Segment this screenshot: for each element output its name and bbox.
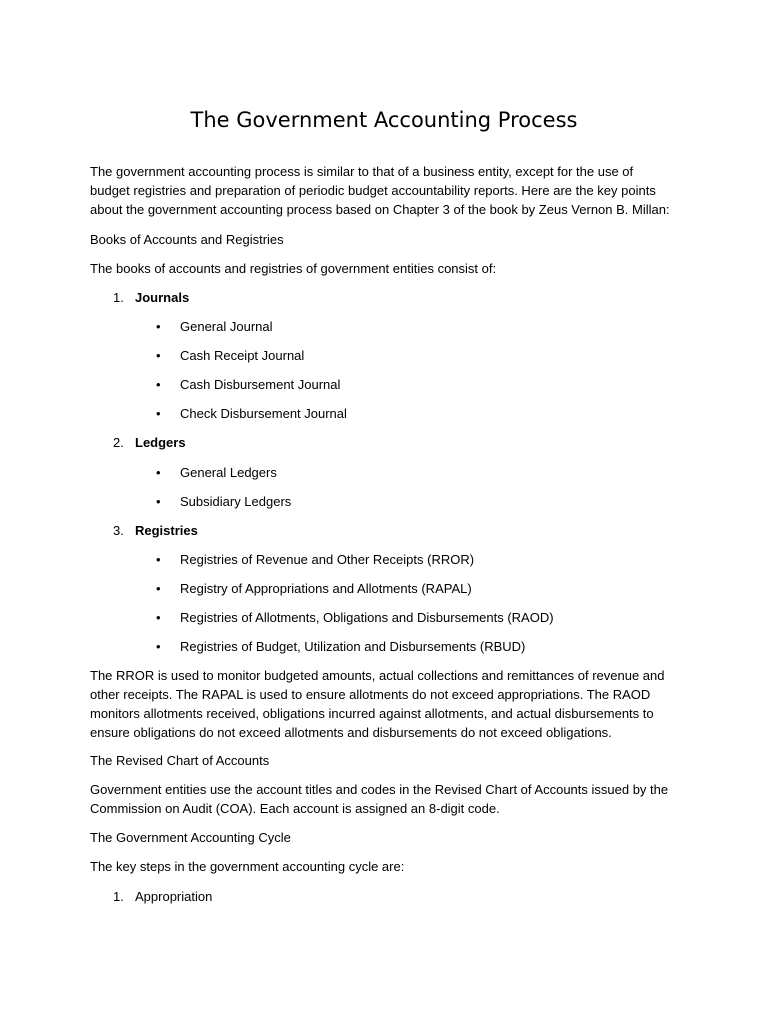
bullet-item: • Registry of Appropriations and Allotments (RAPAL) [156, 581, 472, 596]
registries-paragraph: The RROR is used to monitor budgeted amounts, actual collections and remittances of revenue and other receipts. The RAPAL is used to ensure allotments do not exceed appropriations. The RAOD monitors allotments received, obligations incurred against allotments, and actual disbursements to ensure obligations do not exceed allotments and disbursements do not exceed obligations. [90, 668, 665, 740]
list-item-journals [113, 288, 673, 307]
bullet-item: • Check Disbursement Journal [156, 406, 347, 421]
section-heading-books: Books of Accounts and Registries [90, 232, 284, 247]
bullet-item: • Subsidiary Ledgers [156, 494, 292, 509]
bullet-icon: • [156, 494, 161, 509]
list-number: 1. [113, 290, 124, 305]
list-number: 1. [113, 889, 124, 904]
list-item-label: Registries [135, 523, 198, 538]
bullet-icon: • [156, 406, 161, 421]
bullet-icon: • [156, 552, 161, 567]
bullet-item: • Registries of Budget, Utilization and Disbursements (RBUD) [156, 639, 526, 654]
bullet-icon: • [156, 639, 161, 654]
document-title: The Government Accounting Process [190, 108, 578, 132]
bullet-icon: • [156, 319, 161, 334]
bullet-icon: • [156, 465, 161, 480]
list-item-label: Appropriation [135, 889, 213, 904]
list-item-registries [113, 521, 673, 540]
list-number: 2. [113, 435, 124, 450]
bullet-item: • Cash Receipt Journal [156, 348, 305, 363]
bullet-icon: • [156, 377, 161, 392]
bullet-icon: • [156, 348, 161, 363]
chart-of-accounts-paragraph: Government entities use the account titles and codes in the Revised Chart of Accounts issued by the Commission on Audit (COA). Each account is assigned an 8-digit code. [90, 782, 669, 816]
list-item-label: Ledgers [135, 435, 186, 450]
list-item-appropriation [113, 887, 673, 906]
bullet-item: • General Ledgers [156, 465, 277, 480]
section-heading-accounting-cycle: The Government Accounting Cycle [90, 830, 291, 845]
intro-paragraph: The government accounting process is similar to that of a business entity, except for the use of budget registries and preparation of periodic budget accountability reports. Here are the key points about the government accounting process based on Chapter 3 of the book by Zeus Vernon B. Millan: [90, 164, 670, 217]
bullet-item: • General Journal [156, 319, 273, 334]
list-number: 3. [113, 523, 124, 538]
bullet-icon: • [156, 581, 161, 596]
bullet-icon: • [156, 610, 161, 625]
books-lead-text: The books of accounts and registries of government entities consist of: [90, 261, 497, 276]
bullet-item: • Registries of Allotments, Obligations and Disbursements (RAOD) [156, 610, 554, 625]
list-item-ledgers [113, 433, 673, 452]
accounting-cycle-lead-text: The key steps in the government accounting cycle are: [90, 859, 405, 874]
section-heading-chart-of-accounts: The Revised Chart of Accounts [90, 753, 270, 768]
bullet-item: • Cash Disbursement Journal [156, 377, 341, 392]
bullet-item: • Registries of Revenue and Other Receipts (RROR) [156, 552, 475, 567]
list-item-label: Journals [135, 290, 190, 305]
